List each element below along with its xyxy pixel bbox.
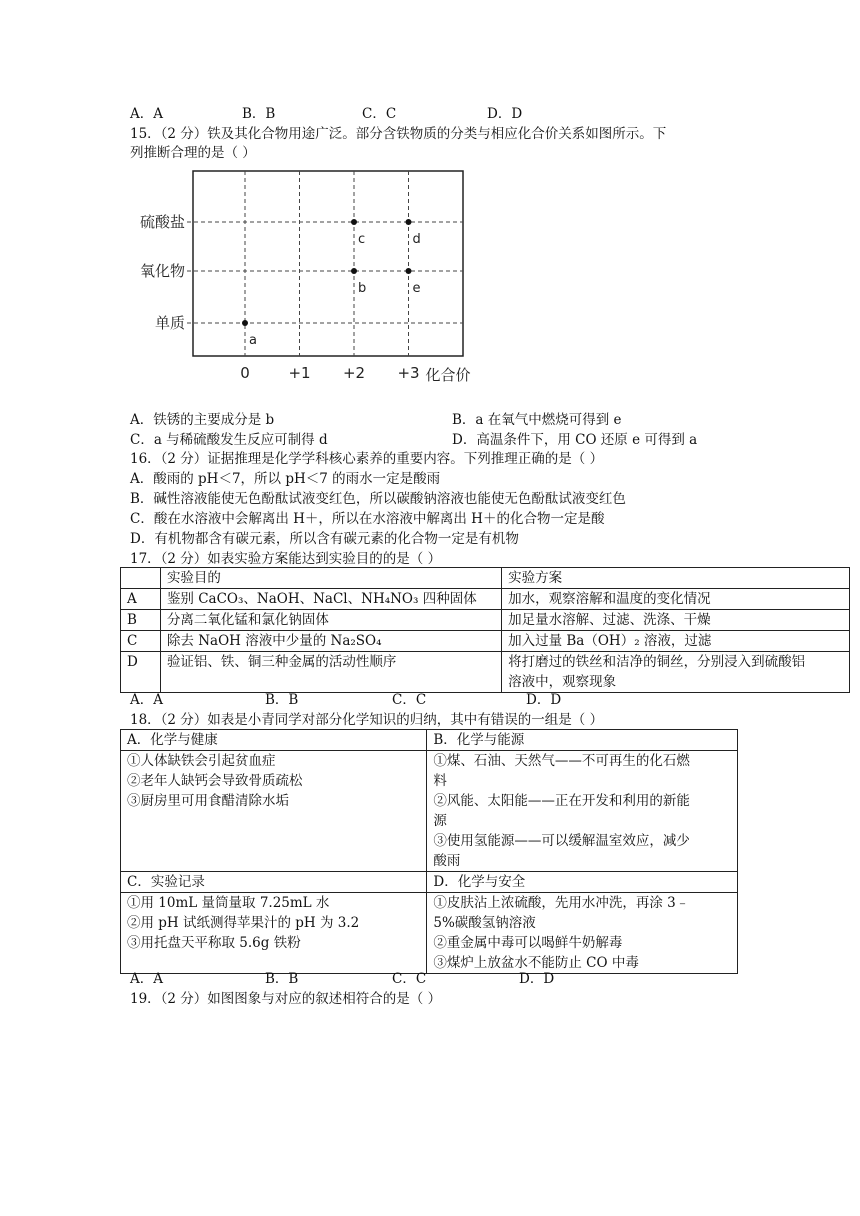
q17-table (120, 567, 850, 693)
header-cell-purpose: 实验目的 (160, 568, 501, 589)
q16-option-c: C．酸在水溶液中会解离出 H＋，所以在水溶液中解离出 H＋的化合物一定是酸 (130, 511, 605, 527)
cell-c-title: C．实验记录 (121, 872, 427, 893)
row-plan: 加入过量 Ba（OH）₂ 溶液，过滤 (502, 631, 850, 652)
cell-a-title: A．化学与健康 (121, 730, 427, 751)
q15-stem-line2: 列推断合理的是（ ） (130, 145, 256, 161)
cell-d-title: D．化学与安全 (427, 872, 738, 893)
row-key: B (121, 610, 161, 631)
q17-option-d: D．D (526, 692, 562, 708)
chart-grid (187, 171, 463, 356)
q18-option-a: A．A (130, 971, 163, 987)
q16-option-d: D．有机物都含有碳元素，所以含有碳元素的化合物一定是有机物 (130, 531, 519, 547)
row-key: D (121, 652, 161, 693)
data-point (242, 320, 248, 326)
q15-option-c: C．a 与稀硫酸发生反应可制得 d (130, 432, 328, 448)
row-key: A (121, 589, 161, 610)
row-plan: 加足量水溶解、过滤、洗涤、干燥 (502, 610, 850, 631)
cell-b-body: ①煤、石油、天然气——不可再生的化石燃 料 ②风能、太阳能——正在开发和利用的新能 源 ③使用氢能源——可以缓解温室效应，减少 酸雨 (427, 751, 738, 872)
data-point (351, 219, 357, 225)
table-row (121, 652, 850, 693)
chart-points (242, 219, 421, 348)
data-point-label: a (249, 333, 257, 348)
q18-option-c: C．C (392, 971, 427, 987)
q17-option-a: A．A (130, 692, 163, 708)
q17-option-b: B．B (265, 692, 299, 708)
chart-axes (140, 213, 471, 384)
q19-stem: 19．（2 分）如图图象与对应的叙述相符合的是（ ） (130, 991, 442, 1007)
row-purpose: 除去 NaOH 溶液中少量的 Na₂SO₄ (160, 631, 501, 652)
x-tick-label: +2 (342, 364, 366, 382)
data-point (406, 219, 412, 225)
cell-a-body: ①人体缺铁会引起贫血症 ②老年人缺钙会导致骨质疏松 ③厨房里可用食醋清除水垢 (121, 751, 427, 872)
q14-option-a: A．A (130, 106, 163, 122)
x-axis-label: 化合价 (425, 366, 471, 384)
data-point (406, 268, 412, 274)
chart-frame (193, 171, 463, 356)
q18-option-d: D．D (519, 971, 555, 987)
data-point-label: d (412, 232, 421, 247)
q16-option-a: A．酸雨的 pH＜7，所以 pH＜7 的雨水一定是酸雨 (130, 471, 441, 487)
table-row (121, 631, 850, 652)
valence-classification-chart (130, 160, 510, 406)
data-point-label: b (358, 281, 367, 296)
y-tick-label: 氧化物 (139, 262, 185, 280)
header-cell-key (121, 568, 161, 589)
cell-b-title: B．化学与能源 (427, 730, 738, 751)
q15-option-d: D．高温条件下，用 CO 还原 e 可得到 a (452, 432, 698, 448)
q18-stem: 18．（2 分）如表是小青同学对部分化学知识的归纳，其中有错误的一组是（ ） (130, 712, 604, 728)
q17-option-c: C．C (392, 692, 427, 708)
q14-option-d: D．D (487, 106, 523, 122)
cell-c-body: ①用 10mL 量筒量取 7.25mL 水 ②用 pH 试纸测得苹果汁的 pH 为 3.2 ③用托盘天平称取 5.6g 铁粉 (121, 893, 427, 974)
row-purpose: 鉴别 CaCO₃、NaOH、NaCl、NH₄NO₃ 四种固体 (160, 589, 501, 610)
table-row (121, 589, 850, 610)
header-cell-plan: 实验方案 (502, 568, 850, 589)
cell-d-body: ①皮肤沾上浓硫酸，先用水冲洗，再涂 3﹣ 5%碳酸氢钠溶液 ②重金属中毒可以喝鲜牛奶解毒 ③煤炉上放盆水不能防止 CO 中毒 (427, 893, 738, 974)
data-point-label: c (358, 232, 366, 247)
q14-option-b: B．B (242, 106, 276, 122)
q15-option-a: A．铁锈的主要成分是 b (130, 412, 275, 428)
q18-table (120, 729, 738, 974)
table-header-row (121, 568, 850, 589)
row-plan: 加水，观察溶解和温度的变化情况 (502, 589, 850, 610)
y-tick-label: 单质 (154, 314, 185, 332)
data-point (351, 268, 357, 274)
q16-option-b: B．碱性溶液能使无色酚酞试液变红色，所以碳酸钠溶液也能使无色酚酞试液变红色 (130, 491, 626, 507)
row-purpose: 验证铝、铁、铜三种金属的活动性顺序 (160, 652, 501, 693)
q15-stem-line1: 15．（2 分）铁及其化合物用途广泛。部分含铁物质的分类与相应化合价关系如图所示。下 (130, 126, 667, 142)
x-tick-label: 0 (240, 364, 250, 382)
table-row (121, 610, 850, 631)
q14-option-c: C．C (362, 106, 397, 122)
q17-stem: 17．（2 分）如表实验方案能达到实验目的的是（ ） (130, 551, 442, 567)
row-key: C (121, 631, 161, 652)
y-tick-label: 硫酸盐 (139, 213, 185, 231)
x-tick-label: +1 (288, 364, 311, 382)
q15-option-b: B．a 在氧气中燃烧可得到 e (452, 412, 622, 428)
row-plan: 将打磨过的铁丝和洁净的铜丝，分别浸入到硫酸铝 溶液中，观察现象 (502, 652, 850, 693)
data-point-label: e (412, 281, 421, 296)
row-purpose: 分离二氧化锰和氯化钠固体 (160, 610, 501, 631)
x-tick-label: +3 (397, 364, 420, 382)
q16-stem: 16．（2 分）证据推理是化学学科核心素养的重要内容。下列推理正确的是（ ） (130, 451, 604, 467)
q18-option-b: B．B (265, 971, 299, 987)
